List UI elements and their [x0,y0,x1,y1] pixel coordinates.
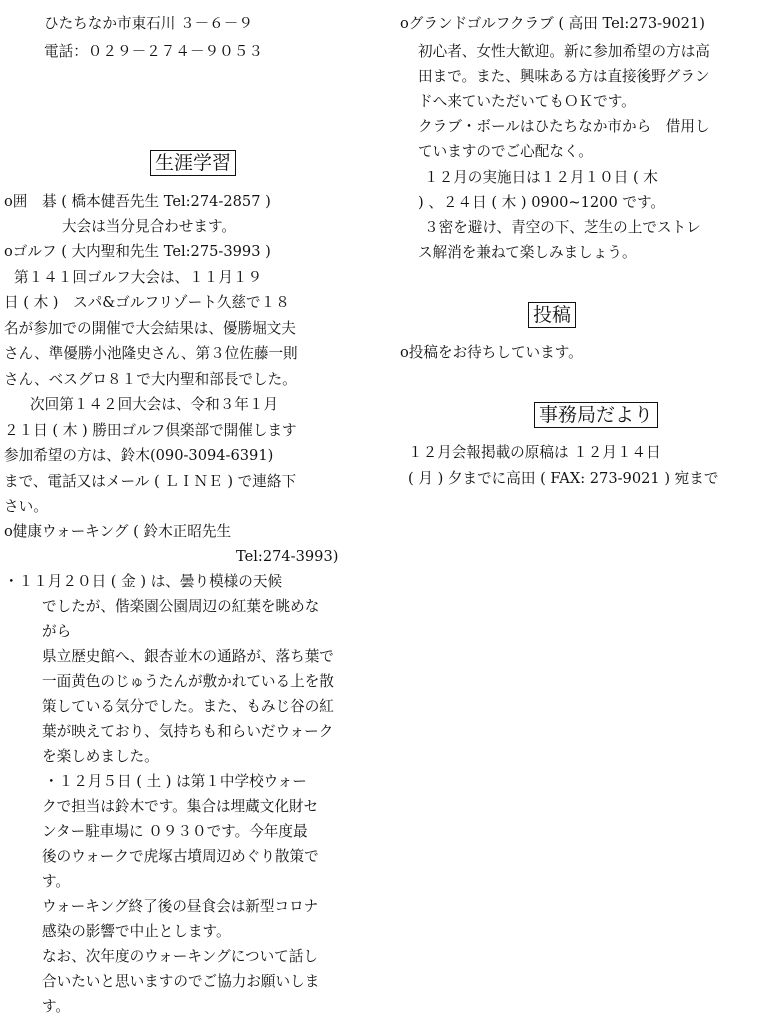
walking-text-line: 後のウォークで虎塚古墳周辺めぐり散策で [42,848,319,865]
golf-text-line: 第１４１回ゴルフ大会は、１１月１９ [14,269,263,286]
golf-text-line: 日 ( 木 ) スパ&ゴルフリゾート久慈で１８ [4,294,290,311]
walking-text-line: す。 [42,998,71,1015]
walking-text-line: 県立歴史館へ、銀杏並木の通路が、落ち葉で [42,648,334,665]
section-heading-contribution: 投稿 [528,302,576,328]
golf-text-line: ２１日 ( 木 ) 勝田ゴルフ倶楽部で開催します [4,422,297,439]
ground-golf-title: oグランドゴルフクラブ ( 高田 Tel:273-9021) [400,15,705,32]
walking-text-line: クで担当は鈴木です。集合は埋蔵文化財セ [42,798,319,815]
golf-text-line: 参加希望の方は、鈴木(090-3094-6391) [4,447,274,464]
ground-golf-text-line: ドへ来ていただいてもＯＫです。 [418,93,636,110]
ground-golf-text-line: クラブ・ボールはひたちなか市から 借用し [418,118,710,135]
ground-golf-text-line: ていますのでご心配なく。 [418,143,593,160]
phone-line: 電話：０２９－２７４－９０５３ [44,43,263,60]
walking-text-line: でしたが、偕楽園公園周辺の紅葉を眺めな [42,598,320,615]
go-club-title: o囲 碁 ( 橋本健吾先生 Tel:274-2857 ) [4,193,271,210]
ground-golf-text-line: ) 、２４日 ( 木 ) 0900~1200 です。 [418,194,666,211]
golf-club-title: oゴルフ ( 大内聖和先生 Tel:275-3993 ) [4,243,271,260]
golf-text-line: 次回第１４２回大会は、令和３年１月 [30,396,279,413]
walking-text-line: 感染の影響で中止とします。 [42,923,231,940]
golf-text-line: さい。 [4,498,48,515]
walking-text-line: す。 [42,873,71,890]
ground-golf-text-line: ス解消を兼ねて楽しみましょう。 [418,244,637,261]
office-text-line: ( 月 ) 夕までに高田 ( FAX: 273-9021 ) 宛まで [408,470,719,487]
ground-golf-text-line: ３密を避け、青空の下、芝生の上でストレ [424,219,701,236]
walking-text-line: 合いたいと思いますのでご協力お願いしま [42,973,320,990]
walking-text-line: がら [42,623,72,640]
section-heading-office: 事務局だより [534,402,658,428]
ground-golf-text-line: １２月の実施日は１２月１０日 ( 木 [424,169,658,186]
walking-text-line: なお、次年度のウォーキングについて話し [42,948,318,965]
walking-club-title: o健康ウォーキング ( 鈴木正昭先生 [4,523,232,540]
walking-club-tel: Tel:274-3993) [236,548,339,565]
walking-text-line: を楽しめました。 [42,748,159,765]
walking-text-line: 策している気分でした。また、もみじ谷の紅 [42,698,334,715]
contribution-text: o投稿をお待ちしています。 [400,344,583,361]
address-line: ひたちなか市東石川 ３－６－９ [44,15,253,32]
ground-golf-text-line: 田まで。また、興味ある方は直接後野グラン [418,68,710,85]
go-club-text: 大会は当分見合わせます。 [62,218,236,235]
golf-text-line: さん、準優勝小池隆史さん、第３位佐藤一則 [4,345,298,362]
walking-text-line: 葉が映えており、気持ちも和らいだウォーク [42,723,334,740]
ground-golf-text-line: 初心者、女性大歓迎。新に参加希望の方は高 [418,43,710,60]
walking-text-line: ・１１月２０日 ( 金 ) は、曇り模様の天候 [4,573,283,590]
walking-text-line: ・１２月５日 ( 土 ) は第１中学校ウォー [44,773,307,790]
golf-text-line: さん、ベスグロ８１で大内聖和部長でした。 [4,371,297,388]
golf-text-line: 名が参加での開催で大会結果は、優勝堀文夫 [4,320,296,337]
section-heading-lifelong: 生涯学習 [150,150,236,176]
walking-text-line: ウォーキング終了後の昼食会は新型コロナ [42,898,319,915]
office-text-line: １２月会報掲載の原稿は １２月１４日 [408,444,661,461]
walking-text-line: ンター駐車場に ０９３０です。今年度最 [42,823,308,840]
walking-text-line: 一面黄色のじゅうたんが敷かれている上を散 [42,673,334,690]
golf-text-line: まで、電話又はメール ( ＬＩＮＥ ) で連絡下 [4,473,297,490]
